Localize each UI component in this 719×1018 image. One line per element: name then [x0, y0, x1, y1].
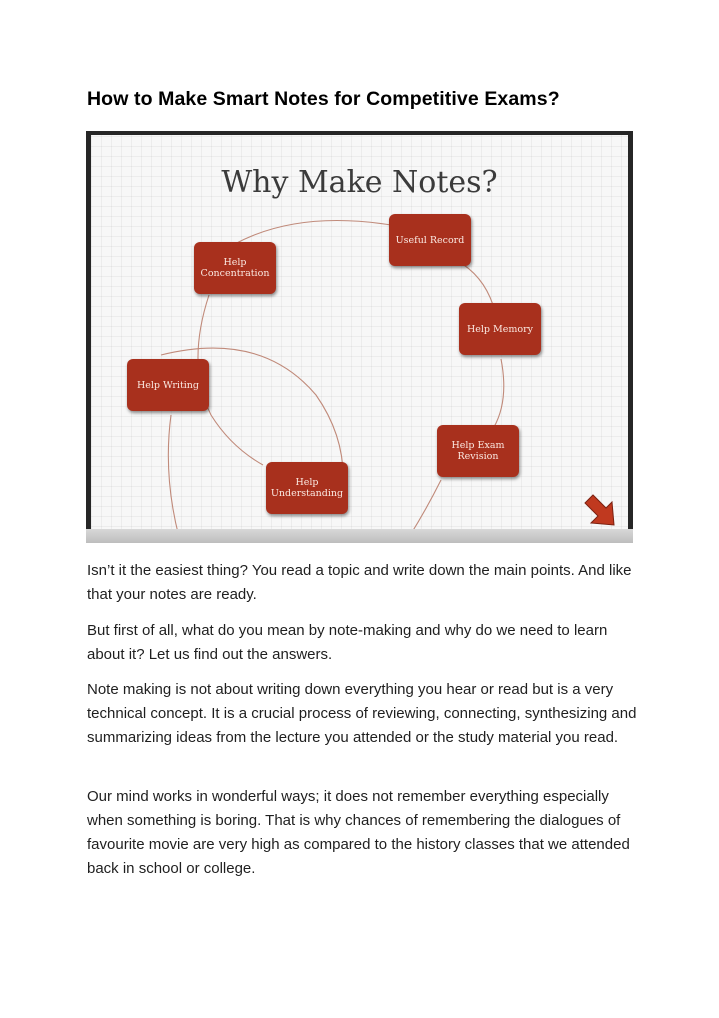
- node-useful-record: [389, 214, 471, 266]
- node-label: Revision: [457, 451, 499, 462]
- connector-curve: [168, 415, 179, 537]
- connector-curve: [456, 260, 493, 305]
- slide-title: Why Make Notes?: [221, 165, 498, 200]
- paragraph: Note making is not about writing down everything you hear or read but is a very technical concept. It is a crucial process of reviewing, connecting, synthesizing and summarizing ideas from the lecture you attended or the study material you read.: [87, 681, 637, 746]
- node-label: Help Exam: [451, 440, 505, 451]
- node-label: Help Memory: [466, 323, 534, 335]
- page-title: How to Make Smart Notes for Competitive Exams?: [87, 88, 560, 110]
- node-help-memory: [459, 303, 541, 355]
- slide-image: [86, 131, 633, 543]
- node-label: Concentration: [200, 268, 270, 279]
- paragraph: But first of all, what do you mean by note-making and why do we need to learn about it? Let us find out the answers.: [87, 622, 608, 663]
- node-label: Help Writing: [136, 379, 200, 391]
- node-label: Help: [223, 257, 247, 268]
- node-help-exam-revision: [437, 425, 519, 477]
- paragraph: Our mind works in wonderful ways; it does not remember everything especially when something is boring. That is why chances of remembering the dialogues of favourite movie are very high as compared to the history classes that we attended back in school or college.: [87, 788, 630, 877]
- node-help-writing: [127, 359, 209, 411]
- slide-bottom-bar: [86, 529, 633, 543]
- paragraph: Isn’t it the easiest thing? You read a topic and write down the main points. And like that your notes are ready.: [87, 562, 632, 603]
- connector-curve: [494, 359, 504, 427]
- node-help-understanding: [266, 462, 348, 514]
- node-label: Useful Record: [395, 234, 465, 246]
- node-label: Understanding: [270, 488, 344, 499]
- node-help-concentration: [194, 242, 276, 294]
- slide-canvas: [91, 135, 628, 537]
- node-label: Help: [295, 477, 319, 488]
- next-arrow-icon: [585, 495, 614, 525]
